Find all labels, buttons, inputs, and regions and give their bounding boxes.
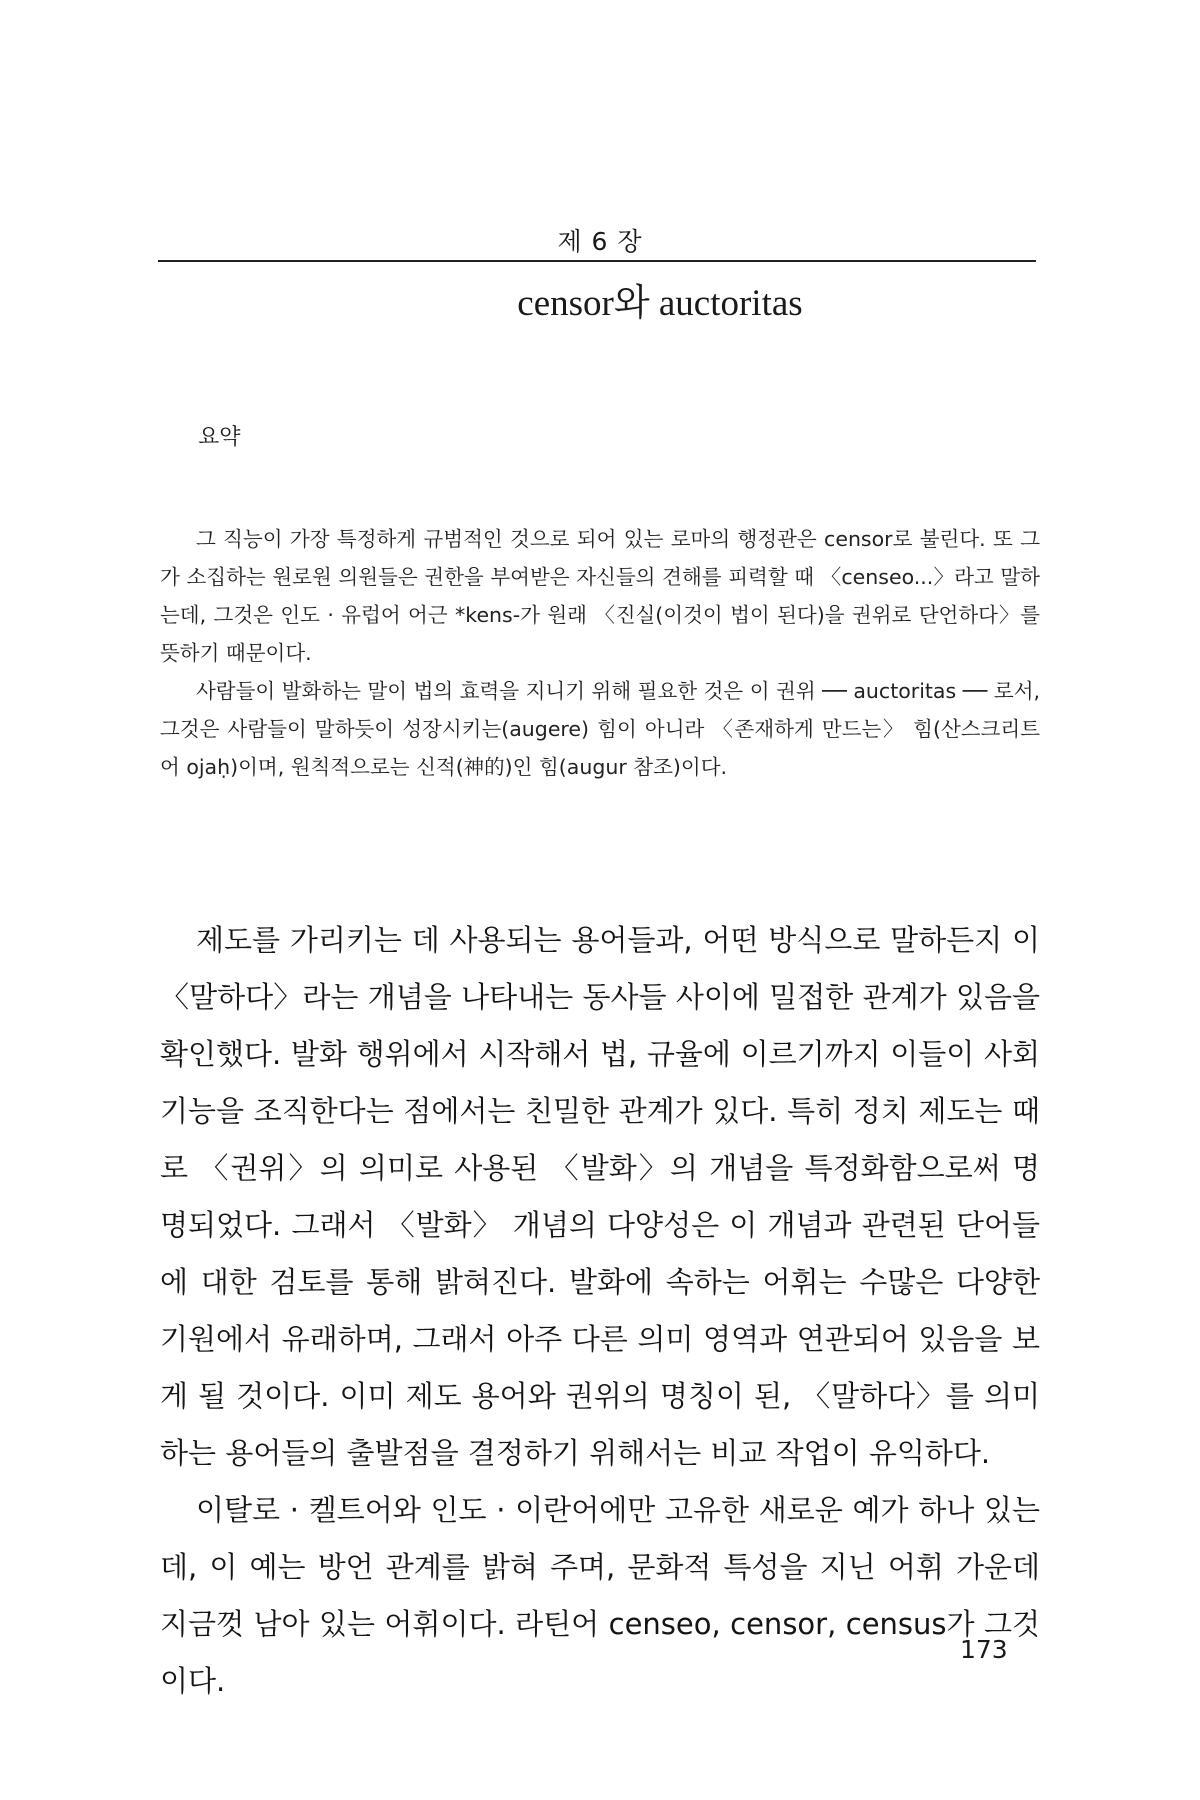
abstract-section [160,520,1040,786]
page-number: 173 [960,1635,1008,1664]
body-paragraph: 제도를 가리키는 데 사용되는 용어들과, 어떤 방식으로 말하든지 이 〈말하다〉라는 개념을 나타내는 동사들 사이에 밀접한 관계가 있음을 확인했다. 발화 행위에서 시작해서 법, 규율에 이르기까지 이들이 사회 기능을 조직한다는 점에서는 친밀한 관계가 있다. 특히 정치 제도는 때로 〈권위〉의 의미로 사용된 〈발화〉의 개념을 특정화함으로써 명명되었다. 그래서 〈발화〉 개념의 다양성은 이 개념과 관련된 단어들에 대한 검토를 통해 밝혀진다. 발화에 속하는 어휘는 수많은 다양한 기원에서 유래하며, 그래서 아주 다른 의미 영역과 연관되어 있음을 보게 될 것이다. 이미 제도 용어와 권위의 명칭이 된, 〈말하다〉를 의미하는 용어들의 출발점을 결정하기 위해서는 비교 작업이 유익하다. [160,923,1040,1470]
chapter-label: 제 6 장 [557,227,643,256]
abstract-paragraph: 사람들이 발화하는 말이 법의 효력을 지니기 위해 필요한 것은 이 권위 ── auctoritas ── 로서, 그것은 사람들이 말하듯이 성장시키는(augere) 힘이 아니라 〈존재하게 만드는〉 힘(산스크리트어 ojaḥ)이며, 원칙적으로는 신적(神的)인 힘(augur 참조)이다. [160,679,1041,779]
abstract-paragraph: 그 직능이 가장 특정하게 규범적인 것으로 되어 있는 로마의 행정관은 censor로 불린다. 또 그가 소집하는 원로원 의원들은 권한을 부여받은 자신들의 견해를 피력할 때 〈censeo...〉라고 말하는데, 그것은 인도 · 유럽어 어근 *kens-가 원래 〈진실(이것이 법이 된다)을 권위로 단언하다〉를 뜻하기 때문이다. [160,527,1040,665]
body-paragraph: 이탈로 · 켈트어와 인도 · 이란어에만 고유한 새로운 예가 하나 있는데, 이 예는 방언 관계를 밝혀 주며, 문화적 특성을 지닌 어휘 가운데 지금껏 남아 있는 어휘이다. 라틴어 censeo, censor, census가 그것이다. [160,1493,1040,1698]
chapter-divider [158,260,1036,262]
abstract-heading: 요약 [198,425,241,450]
chapter-title: censor와 auctoritas [517,283,803,324]
body-text [160,912,1040,1710]
